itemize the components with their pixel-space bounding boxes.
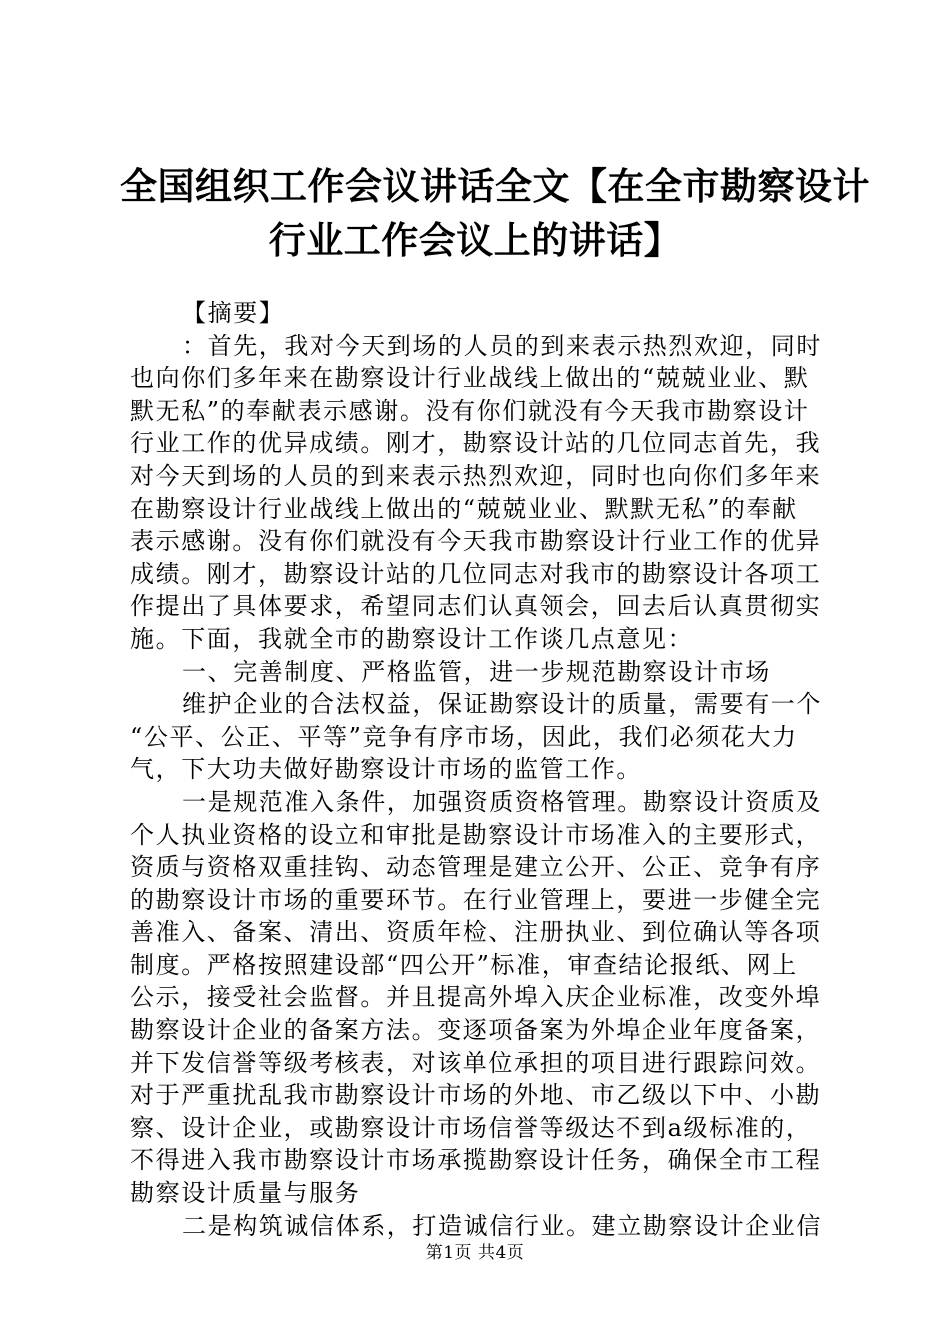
body-line: 【摘要】: [182, 299, 285, 327]
body-line: 气，下大功夫做好勘察设计市场的监管工作。: [130, 755, 642, 784]
body-line: 公示，接受社会监督。并且提高外埠入庆企业标准，改变外埠: [130, 983, 822, 1012]
body-line: 的勘察设计市场的重要环节。在行业管理上，要进一步健全完: [130, 885, 822, 914]
body-line: 善准入、备案、清出、资质年检、注册执业、到位确认等各项: [130, 918, 822, 947]
body-line: 维护企业的合法权益，保证勘察设计的质量，需要有一个: [182, 690, 822, 719]
body-line: 作提出了具体要求，希望同志们认真领会，回去后认真贯彻实: [130, 592, 822, 621]
body-line: ：首先，我对今天到场的人员的到来表示热烈欢迎，同时: [182, 331, 822, 360]
body-line: 勘察设计企业的备案方法。变逐项备案为外埠企业年度备案，: [130, 1016, 822, 1045]
body-line: 察、设计企业，或勘察设计市场信誉等级达不到a级标准的，: [130, 1113, 812, 1142]
document-title: [120, 160, 870, 268]
page-footer: 第1页 共4页: [425, 1243, 525, 1263]
body-line: 在勘察设计行业战线上做出的“兢兢业业、默默无私”的奉献: [130, 494, 798, 523]
body-line: “公平、公正、平等”竞争有序市场，因此，我们必须花大力: [130, 722, 798, 751]
body-line: 并下发信誉等级考核表，对该单位承担的项目进行跟踪问效。: [130, 1048, 822, 1077]
body-line: 一是规范准入条件，加强资质资格管理。勘察设计资质及: [182, 787, 822, 816]
body-line: 制度。严格按照建设部“四公开”标准，审查结论报纸、网上: [130, 950, 798, 979]
body-line: 表示感谢。没有你们就没有今天我市勘察设计行业工作的优异: [130, 527, 822, 556]
body-line: 行业工作的优异成绩。刚才，勘察设计站的几位同志首先，我: [130, 429, 822, 458]
body-line: 对今天到场的人员的到来表示热烈欢迎，同时也向你们多年来: [130, 461, 822, 490]
title-line-2: 行业工作会议上的讲话】: [268, 219, 682, 262]
body-line: 一、完善制度、严格监管，进一步规范勘察设计市场: [182, 657, 771, 686]
body-line: 二是构筑诚信体系，打造诚信行业。建立勘察设计企业信: [182, 1211, 822, 1240]
body-line: 对于严重扰乱我市勘察设计市场的外地、市乙级以下中、小勘: [130, 1081, 822, 1110]
body-line: 不得进入我市勘察设计市场承揽勘察设计任务，确保全市工程: [130, 1146, 822, 1175]
body-line: 勘察设计质量与服务: [130, 1179, 361, 1208]
body-line: 默无私”的奉献表示感谢。没有你们就没有今天我市勘察设计: [130, 396, 810, 425]
body-line: 施。下面，我就全市的勘察设计工作谈几点意见：: [130, 624, 694, 653]
body-line: 成绩。刚才，勘察设计站的几位同志对我市的勘察设计各项工: [130, 559, 822, 588]
document-body: [130, 297, 830, 1242]
body-line: 也向你们多年来在勘察设计行业战线上做出的“兢兢业业、默: [130, 364, 810, 393]
body-line: 个人执业资格的设立和审批是勘察设计市场准入的主要形式，: [130, 820, 822, 849]
body-line: 资质与资格双重挂钩、动态管理是建立公开、公正、竞争有序: [130, 853, 822, 882]
title-line-1: 全国组织工作会议讲话全文【在全市勘察设计: [120, 165, 870, 208]
